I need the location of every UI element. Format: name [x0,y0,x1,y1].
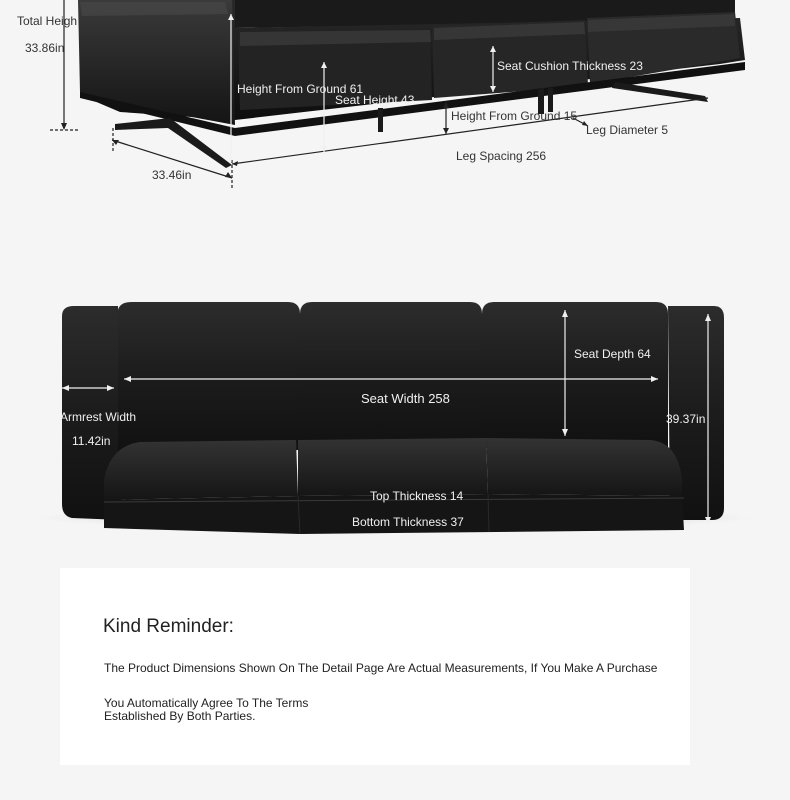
leg-diameter-label: Leg Diameter 5 [586,123,669,137]
depth-value: 33.46in [152,168,192,182]
height-value: 39.37in [666,412,706,426]
seat-width-label: Seat Width 258 [361,391,450,406]
seat-cushion-thickness-label: Seat Cushion Thickness 23 [497,59,643,73]
leg-spacing-label: Leg Spacing 256 [456,149,547,163]
seat-depth-label: Seat Depth 64 [574,347,651,361]
reminder-line-2: You Automatically Agree To The Terms [104,696,309,710]
armrest-width-label: Armrest Width [60,410,137,424]
bottom-thickness-label: Bottom Thickness 37 [352,515,464,529]
seat-height-label: Seat Height 43 [335,93,415,107]
reminder-card [60,568,690,765]
reminder-line-1: The Product Dimensions Shown On The Detail Page Are Actual Measurements, If You Make A Purchase [104,661,658,675]
total-height-label: Total Heigh [17,14,78,28]
reminder-line-3: Established By Both Parties. [104,709,256,723]
height-from-ground-label: Height From Ground 61 [237,82,364,96]
top-thickness-label: Top Thickness 14 [370,489,464,503]
leg-height-label: Height From Ground 15 [451,109,578,123]
reminder-title: Kind Reminder: [103,616,234,637]
armrest-width-value: 11.42in [72,434,111,448]
total-height-value: 33.86in [25,41,65,55]
